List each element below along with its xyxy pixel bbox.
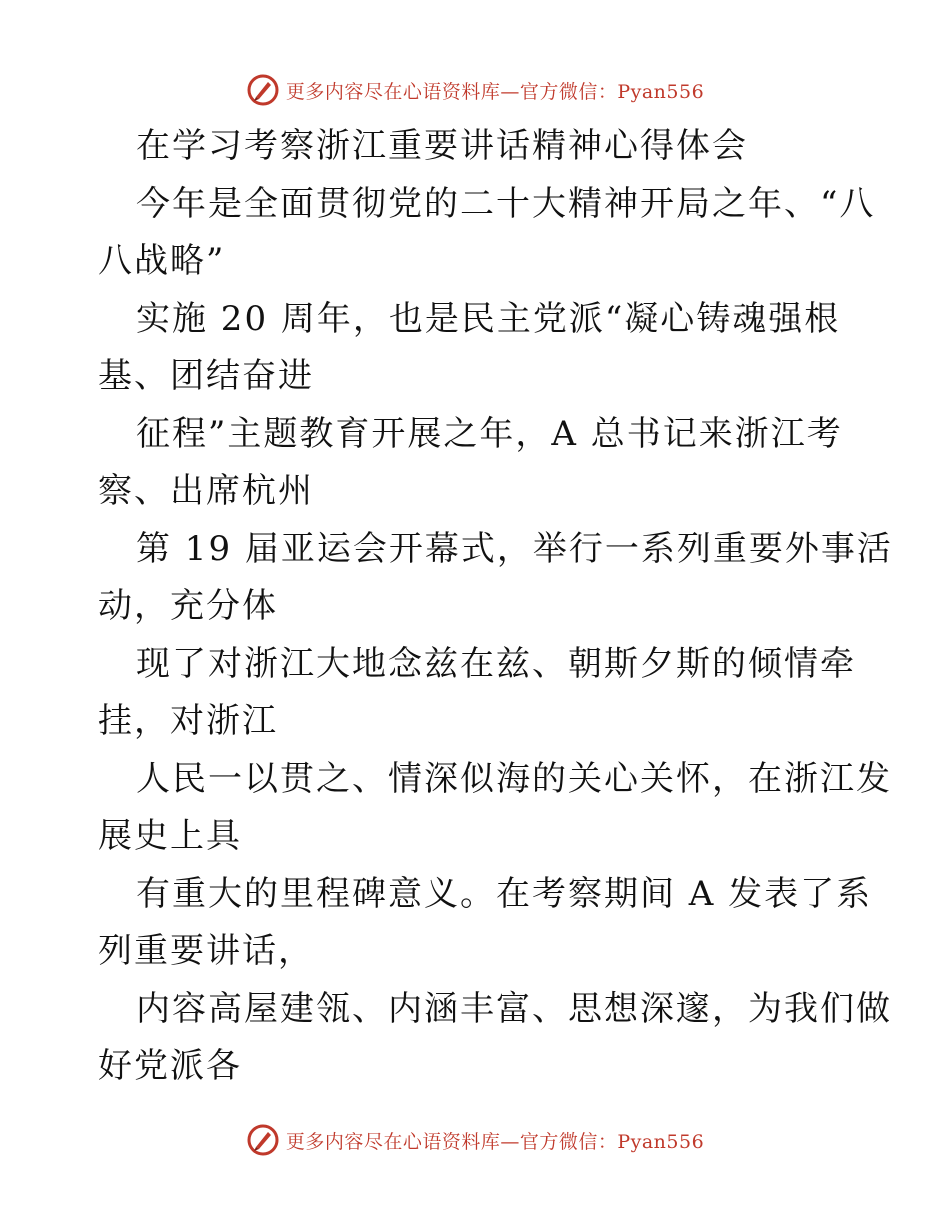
text-line: 第 19 届亚运会开幕式，举行一系列重要外事活 <box>136 528 893 569</box>
text-line: 实施 20 周年，也是民主党派“凝心铸魂强根 <box>136 298 841 339</box>
document-title: 在学习考察浙江重要讲话精神心得体会 <box>136 126 748 166</box>
text-line: 今年是全面贯彻党的二十大精神开局之年、“八 <box>136 183 876 224</box>
footer-watermark-text: 更多内容尽在心语资料库—官方微信：Pyan556 <box>285 1130 705 1153</box>
document-body <box>98 118 893 1096</box>
text-line: 展史上具 <box>98 816 242 856</box>
text-line: 现了对浙江大地念兹在兹、朝斯夕斯的倾情牵 <box>136 643 856 684</box>
text-line: 动，充分体 <box>98 586 278 626</box>
text-line: 人民一以贯之、情深似海的关心关怀，在浙江发 <box>136 758 892 799</box>
pen-logo-icon <box>246 73 280 107</box>
text-line: 好党派各 <box>98 1046 242 1086</box>
text-line: 察、出席杭州 <box>98 471 314 511</box>
text-line: 征程”主题教育开展之年，A 总书记来浙江考 <box>136 413 843 454</box>
text-line: 内容高屋建瓴、内涵丰富、思想深邃，为我们做 <box>136 988 892 1029</box>
footer-watermark <box>0 1120 950 1160</box>
text-line: 挂，对浙江 <box>98 701 278 741</box>
pen-logo-icon <box>246 1123 280 1157</box>
text-line: 八战略” <box>98 241 226 281</box>
text-line: 有重大的里程碑意义。在考察期间 A 发表了系 <box>136 873 873 914</box>
text-line: 列重要讲话， <box>98 931 314 971</box>
header-watermark <box>0 70 950 110</box>
text-line: 基、团结奋进 <box>98 356 314 396</box>
header-watermark-text: 更多内容尽在心语资料库—官方微信：Pyan556 <box>285 80 705 103</box>
